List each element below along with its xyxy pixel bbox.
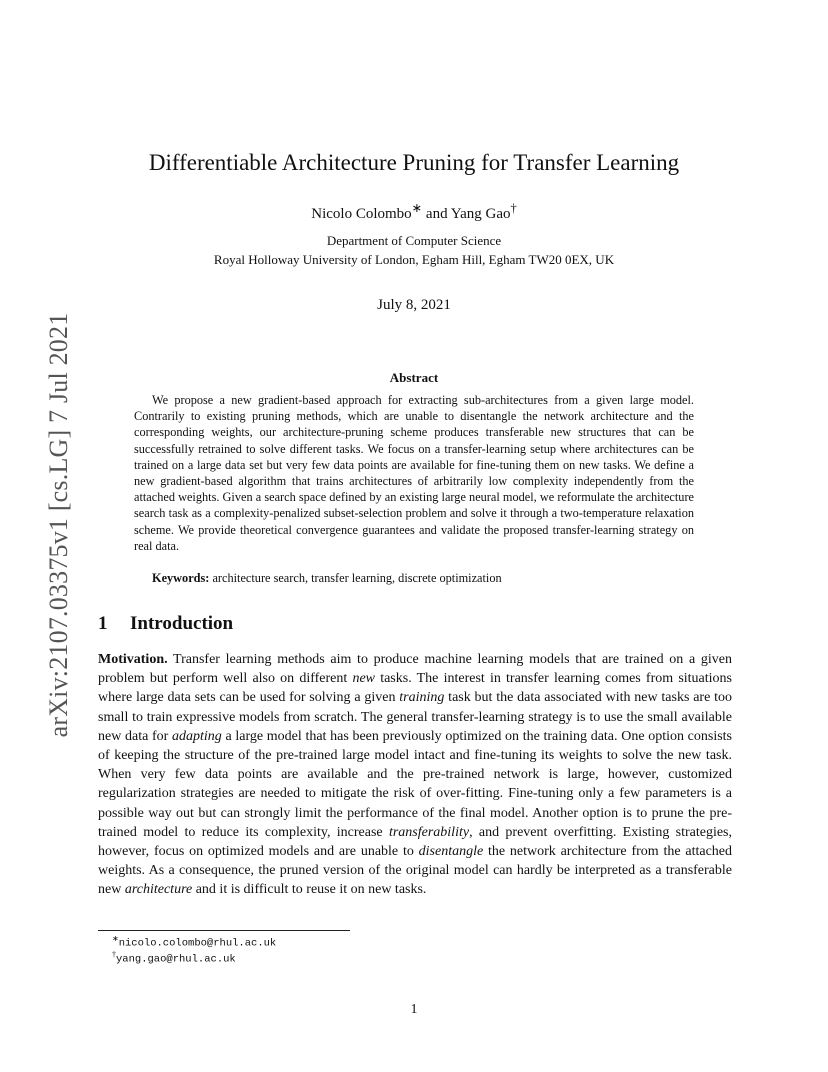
emphasis: disentangle (418, 844, 484, 860)
affiliation (0, 231, 828, 269)
author-1: Nicolo Colombo (311, 206, 412, 222)
emphasis: new (352, 671, 376, 687)
author-2: Yang Gao (450, 206, 511, 222)
footnote-mark: ∗ (112, 934, 119, 943)
section-title: Introduction (130, 613, 234, 634)
text-run: and it is difficult to reuse it on new tasks. (192, 882, 427, 898)
author-line (0, 200, 828, 223)
emphasis: adapting (172, 728, 222, 744)
affiliation-department: Department of Computer Science (326, 233, 502, 248)
keywords-line (134, 571, 694, 586)
author-2-footnote-mark: † (510, 201, 517, 215)
arxiv-stamp-text: arXiv:2107.03375v1 [cs.LG] 7 Jul 2021 (44, 312, 73, 738)
text-run: the network architecture from the attached weights. As a consequence, the pruned version of the original model can hardly be interpreted as a transferable new (98, 844, 733, 898)
section-number: 1 (98, 613, 108, 634)
affiliation-address: Royal Holloway University of London, Egham Hill, Egham TW20 0EX, UK (213, 252, 615, 267)
footnote-2 (112, 950, 236, 966)
emphasis: architecture (124, 882, 193, 898)
author-joiner: and (422, 206, 451, 222)
footnote-rule (98, 930, 350, 931)
emphasis: training (399, 690, 445, 706)
intro-paragraph (98, 650, 732, 900)
section-heading (98, 613, 233, 635)
paper-date: July 8, 2021 (377, 297, 451, 313)
text-run: Transfer learning methods aim to produce machine learning models that are trained on a given problem but perform well also on different (98, 652, 732, 687)
text-run: a large model that has been previously optimized on the training data. One option consists of keeping the structure of the pre-trained large model intact and fine-tuning its weights to solve the new task. When very few data points are available and the pre-trained network is large, however, customized regularization strategies are needed to mitigate the risk of over-fitting. Fine-tuning only a few parameters is a possible way out but can strongly limit the performance of the final model. Another option is to prune the pre-trained model to reduce its complexity, increase (98, 728, 733, 840)
paragraph-lead: Motivation. (98, 652, 168, 667)
footnote-mark: † (112, 950, 116, 959)
text-run: task but the data associated with new tasks are too small to train expressive models from scratch. The general transfer-learning strategy is to use the small available new data for (98, 690, 732, 744)
footnote-email[interactable]: nicolo.colombo@rhul.ac.uk (118, 937, 277, 950)
text-run: , and prevent overfitting. Existing strategies, however, focus on optimized models and are unable to (98, 824, 733, 860)
keywords-label: Keywords: (152, 571, 210, 585)
abstract-heading: Abstract (389, 370, 439, 385)
footnote-email[interactable]: yang.gao@rhul.ac.uk (116, 953, 236, 966)
abstract-text: We propose a new gradient-based approach for extracting sub-architectures from a given large model. Contrarily to existing pruning methods, which are unable to disentangle the network architecture and the corresponding weights, our architecture-pruning scheme produces transferable new structures that can be successfully retrained to solve different tasks. We focus on a transfer-learning setup where architectures can be trained on a large data set but very few data points are available for fine-tuning them on new tasks. We define a new gradient-based algorithm that trains architectures of arbitrarily low complexity independently from the attached weights. Given a search space defined by an existing large neural model, we reformulate the architecture search task as a complexity-penalized subset-selection problem and solve it through a two-temperature relaxation scheme. We provide theoretical convergence guarantees and validate the proposed transfer-learning strategy on real data. (134, 393, 694, 553)
text-run: tasks. The interest in transfer learning comes from situations where large data sets can be used for solving a given (98, 671, 732, 706)
keywords-values: architecture search, transfer learning, discrete optimization (209, 571, 502, 585)
author-1-footnote-mark: ∗ (411, 201, 423, 215)
footnote-1 (112, 934, 276, 950)
paper-title: Differentiable Architecture Pruning for Transfer Learning (148, 150, 680, 175)
page-number: 1 (410, 1002, 418, 1017)
emphasis: transferability (388, 824, 470, 840)
